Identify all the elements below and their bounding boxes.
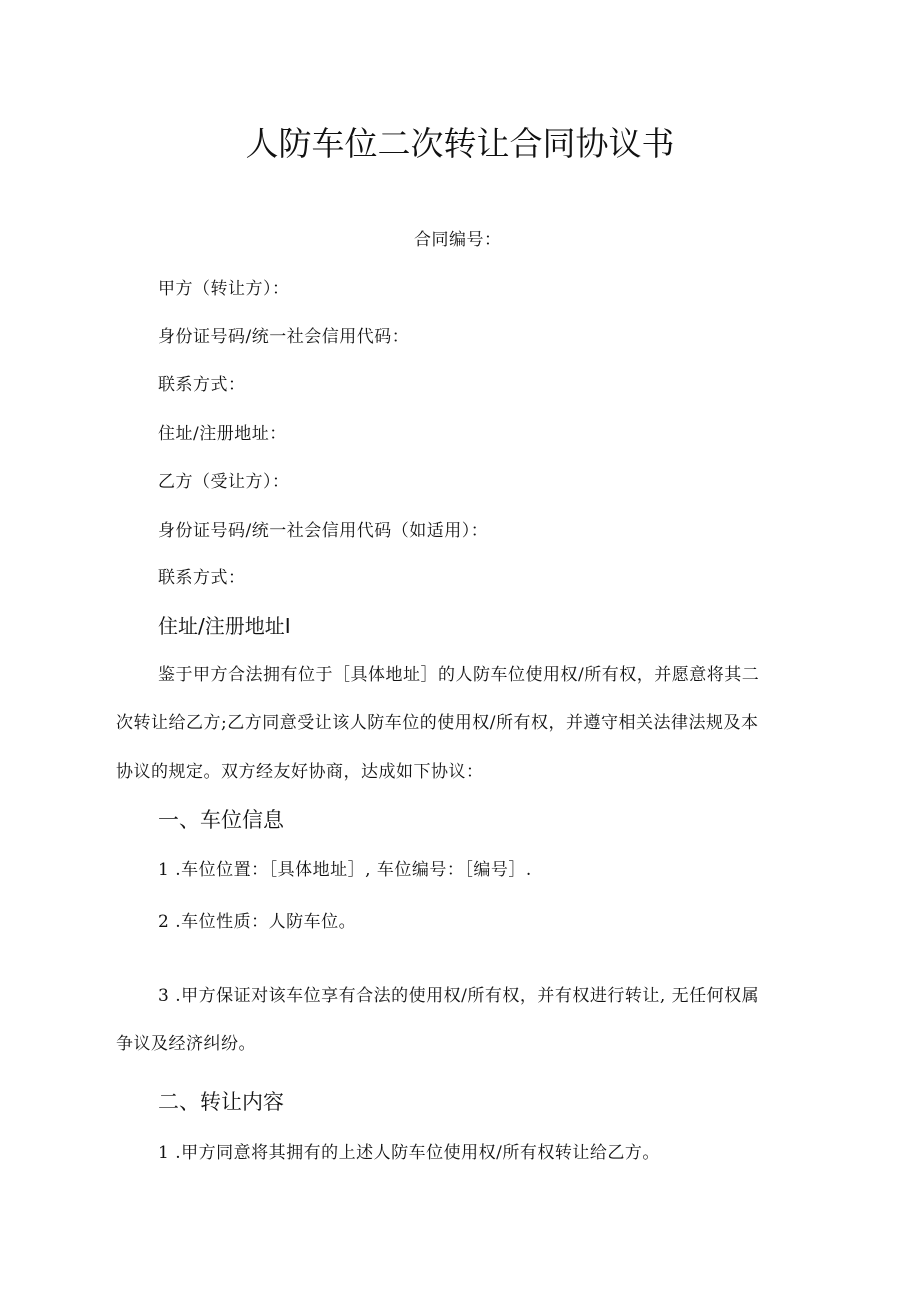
section-1-item-2: 2 .车位性质：人防车位。 xyxy=(158,912,357,932)
party-b-id-label: 身份证号码/统一社会信用代码（如适用）： xyxy=(158,521,489,541)
preamble-line-1: 鉴于甲方合法拥有位于［具体地址］的人防车位使用权/所有权，并愿意将其二 xyxy=(158,665,760,685)
document-title: 人防车位二次转让合同协议书 xyxy=(245,124,675,163)
section-2-heading: 二、转让内容 xyxy=(158,1090,284,1114)
section-1-item-1: 1 .车位位置：［具体地址］, 车位编号：［编号］. xyxy=(158,860,532,880)
party-b-label: 乙方（受让方）： xyxy=(158,472,290,492)
party-a-id-label: 身份证号码/统一社会信用代码： xyxy=(158,327,410,347)
section-1-heading: 一、车位信息 xyxy=(158,808,284,832)
contract-number-label: 合同编号： xyxy=(414,230,502,250)
party-b-address-label: 住址/注册地址I xyxy=(158,614,291,638)
party-a-label: 甲方（转让方）： xyxy=(158,279,290,299)
preamble-line-2: 次转让给乙方;乙方同意受让该人防车位的使用权/所有权，并遵守相关法律法规及本 xyxy=(116,713,759,733)
section-1-item-3-line-2: 争议及经济纠纷。 xyxy=(116,1034,256,1054)
preamble-line-3: 协议的规定。双方经友好协商，达成如下协议： xyxy=(116,762,484,782)
section-2-item-1: 1 .甲方同意将其拥有的上述人防车位使用权/所有权转让给乙方。 xyxy=(158,1143,660,1163)
party-a-contact-label: 联系方式： xyxy=(158,375,246,395)
party-b-contact-label: 联系方式： xyxy=(158,568,246,588)
section-1-item-3-line-1: 3 .甲方保证对该车位享有合法的使用权/所有权，并有权进行转让, 无任何权属 xyxy=(158,986,760,1006)
party-a-address-label: 住址/注册地址： xyxy=(158,424,287,444)
